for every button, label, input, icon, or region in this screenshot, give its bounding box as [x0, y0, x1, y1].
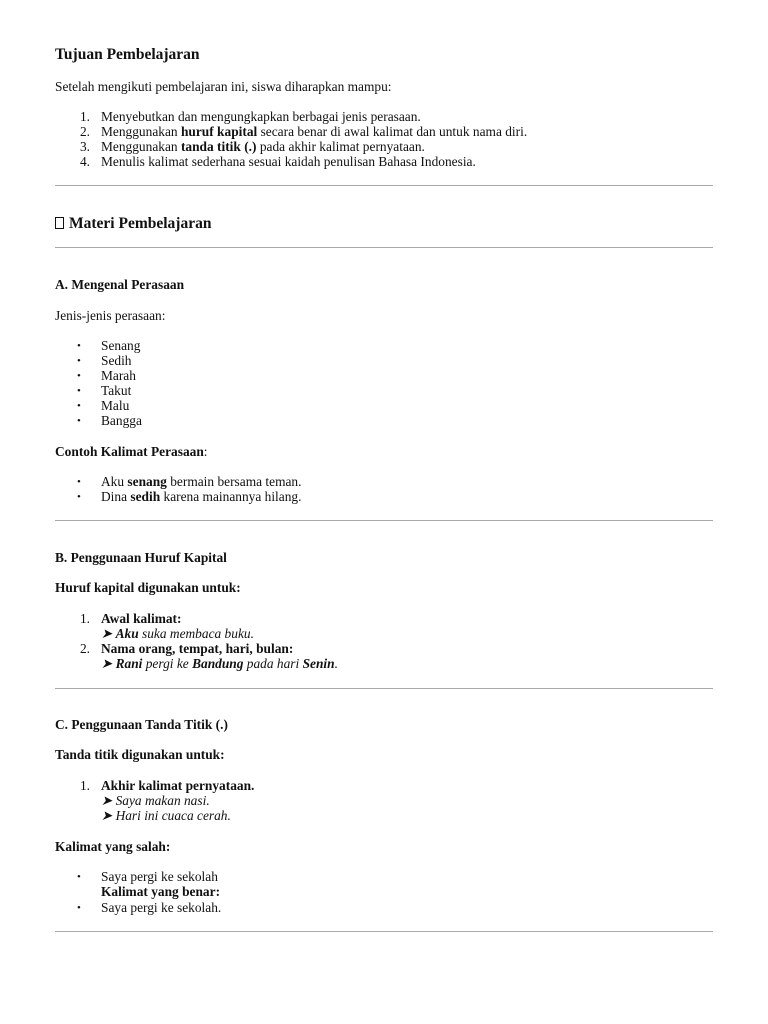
item-emphasis: tanda titik (.) [180, 139, 257, 154]
list-item-label: Awal kalimat: [101, 611, 182, 626]
example-sentence [101, 626, 254, 642]
bullet: • [77, 415, 81, 427]
item-text: pada hari [243, 656, 303, 671]
bullet: • [77, 370, 81, 382]
list-item: Senang [101, 338, 141, 353]
list-item [101, 109, 421, 125]
item-emphasis: Aku [115, 626, 139, 641]
list-number: 2. [79, 124, 90, 139]
objectives-intro: Setelah mengikuti pembelajaran ini, siswa diharapkan mampu: [55, 79, 392, 94]
right-heading: Kalimat yang benar: [101, 884, 221, 899]
section-c-title: C. Penggunaan Tanda Titik (.) [55, 717, 228, 732]
item-text: pergi ke [142, 656, 193, 671]
bullet: • [77, 355, 81, 367]
example-sentence: ➤ Saya makan nasi. [101, 793, 210, 808]
list-item: Malu [101, 398, 130, 413]
bullet: • [77, 902, 81, 914]
list-item [101, 489, 301, 505]
item-emphasis: Senin [302, 656, 335, 671]
arrow-icon: ➤ [101, 656, 116, 671]
example-heading-colon: : [203, 444, 208, 459]
section-b-subtitle: Huruf kapital digunakan untuk: [55, 580, 241, 595]
list-item [101, 474, 301, 490]
wrong-heading: Kalimat yang salah: [55, 839, 171, 854]
list-item [101, 154, 476, 170]
example-heading [55, 444, 208, 460]
bullet: • [77, 340, 81, 352]
item-text: Menggunakan [101, 124, 181, 139]
bullet: • [77, 385, 81, 397]
item-text: secara benar di awal kalimat dan untuk nama diri. [257, 124, 528, 139]
divider [55, 247, 713, 248]
section-a-intro: Jenis-jenis perasaan: [55, 308, 166, 323]
item-emphasis: Bandung [192, 656, 244, 671]
objectives-title: Tujuan Pembelajaran [55, 46, 200, 63]
divider [55, 931, 713, 932]
right-sentence: Saya pergi ke sekolah. [101, 900, 222, 915]
example-sentence [101, 656, 338, 672]
wrong-sentence: Saya pergi ke sekolah [101, 869, 218, 884]
list-number: 2. [79, 641, 90, 656]
section-c-subtitle: Tanda titik digunakan untuk: [55, 747, 225, 762]
list-number: 1. [79, 778, 90, 793]
materi-title [55, 215, 211, 233]
list-item: Bangga [101, 413, 142, 428]
list-item-label: Akhir kalimat pernyataan. [101, 778, 255, 793]
divider [55, 185, 713, 186]
list-number: 1. [79, 611, 90, 626]
item-text: Menyebutkan dan mengungkapkan berbagai jenis perasaan. [101, 109, 421, 124]
bullet: • [77, 871, 81, 883]
item-emphasis: Rani [115, 656, 143, 671]
list-item [101, 139, 425, 155]
materi-title-text: Materi Pembelajaran [69, 215, 212, 232]
arrow-icon: ➤ [101, 626, 116, 641]
example-sentence: ➤ Hari ini cuaca cerah. [101, 808, 231, 823]
list-item: Marah [101, 368, 136, 383]
bullet: • [77, 400, 81, 412]
bullet: • [77, 491, 81, 503]
item-emphasis: huruf kapital [180, 124, 258, 139]
item-text: pada akhir kalimat pernyataan. [256, 139, 425, 154]
item-emphasis: sedih [130, 489, 161, 504]
bullet: • [77, 476, 81, 488]
example-heading-text: Contoh Kalimat Perasaan [55, 444, 204, 459]
item-text: bermain bersama teman. [166, 474, 302, 489]
item-text: Dina [101, 489, 131, 504]
section-b-title: B. Penggunaan Huruf Kapital [55, 550, 227, 565]
item-text: Menulis kalimat sederhana sesuai kaidah penulisan Bahasa Indonesia. [101, 154, 476, 169]
list-item [101, 124, 527, 140]
item-text: karena mainannya hilang. [160, 489, 302, 504]
list-number: 4. [79, 154, 90, 169]
item-text: Menggunakan [101, 139, 181, 154]
section-a-title: A. Mengenal Perasaan [55, 277, 185, 292]
item-text: suka membaca buku. [138, 626, 254, 641]
list-number: 1. [79, 109, 90, 124]
divider [55, 688, 713, 689]
list-item: Sedih [101, 353, 132, 368]
divider [55, 520, 713, 521]
item-emphasis: senang [127, 474, 167, 489]
list-item-label: Nama orang, tempat, hari, bulan: [101, 641, 294, 656]
item-text: Aku [101, 474, 128, 489]
missing-glyph-icon [55, 217, 64, 229]
list-number: 3. [79, 139, 90, 154]
item-text: . [334, 656, 338, 671]
list-item: Takut [101, 383, 132, 398]
